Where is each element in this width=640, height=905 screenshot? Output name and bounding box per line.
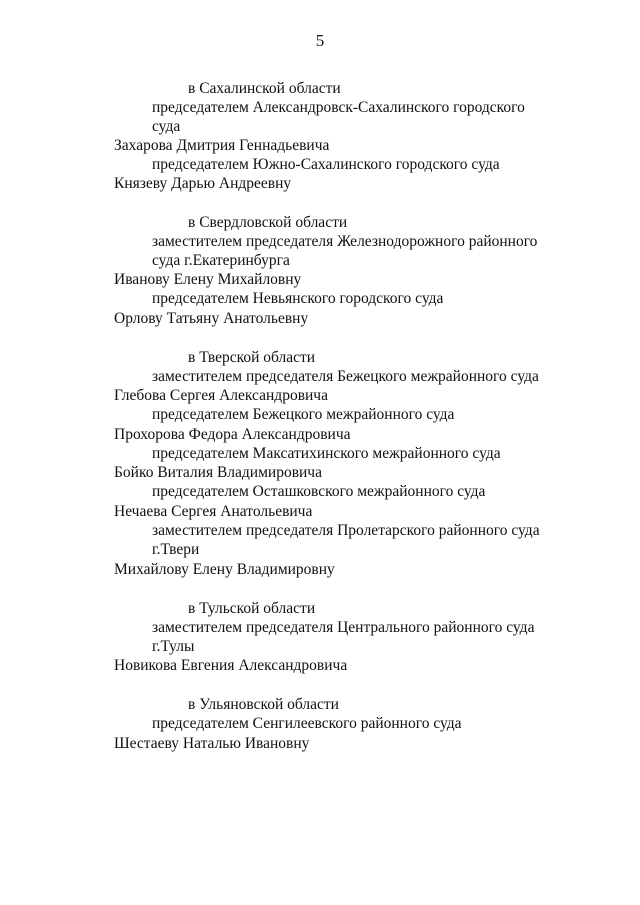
post-line: г.Тулы [152,638,195,655]
post-line: суда [152,118,181,135]
post-line: заместителем председателя Пролетарского районного суда [152,522,540,539]
post-line: заместителем председателя Бежецкого межрайонного суда [152,368,539,385]
post-line: заместителем председателя Центрального районного суда [152,619,535,636]
post-line: г.Твери [152,541,200,558]
post-line: председателем Бежецкого межрайонного суда [152,406,455,423]
person-name: Захарова Дмитрия Геннадьевича [114,137,330,154]
region-heading: в Свердловской области [188,214,348,231]
post-line: председателем Невьянского городского суда [152,290,444,307]
person-name: Шестаеву Наталью Ивановну [114,735,310,752]
post-line: председателем Южно-Сахалинского городского суда [152,156,500,173]
person-name: Нечаева Сергея Анатольевича [114,503,313,520]
person-name: Михайлову Елену Владимировну [114,561,335,578]
post-line: председателем Александровск-Сахалинского городского [152,99,525,116]
person-name: Бойко Виталия Владимировича [114,464,322,481]
post-line: заместителем председателя Железнодорожного районного [152,233,538,250]
region-heading: в Тульской области [188,600,316,617]
post-line: суда г.Екатеринбурга [152,252,290,269]
post-line: председателем Сенгилеевского районного суда [152,715,462,732]
person-name: Глебова Сергея Александровича [114,387,328,404]
post-line: председателем Осташковского межрайонного суда [152,483,486,500]
region-heading: в Ульяновской области [188,696,339,713]
region-heading: в Сахалинской области [188,80,341,97]
post-line: председателем Максатихинского межрайонного суда [152,445,501,462]
person-name: Иванову Елену Михайловну [114,271,302,288]
page-number: 5 [315,31,325,50]
region-heading: в Тверской области [188,349,316,366]
person-name: Князеву Дарью Андреевну [114,175,292,192]
person-name: Прохорова Федора Александровича [114,426,351,443]
person-name: Новикова Евгения Александровича [114,657,348,674]
person-name: Орлову Татьяну Анатольевну [114,310,309,327]
